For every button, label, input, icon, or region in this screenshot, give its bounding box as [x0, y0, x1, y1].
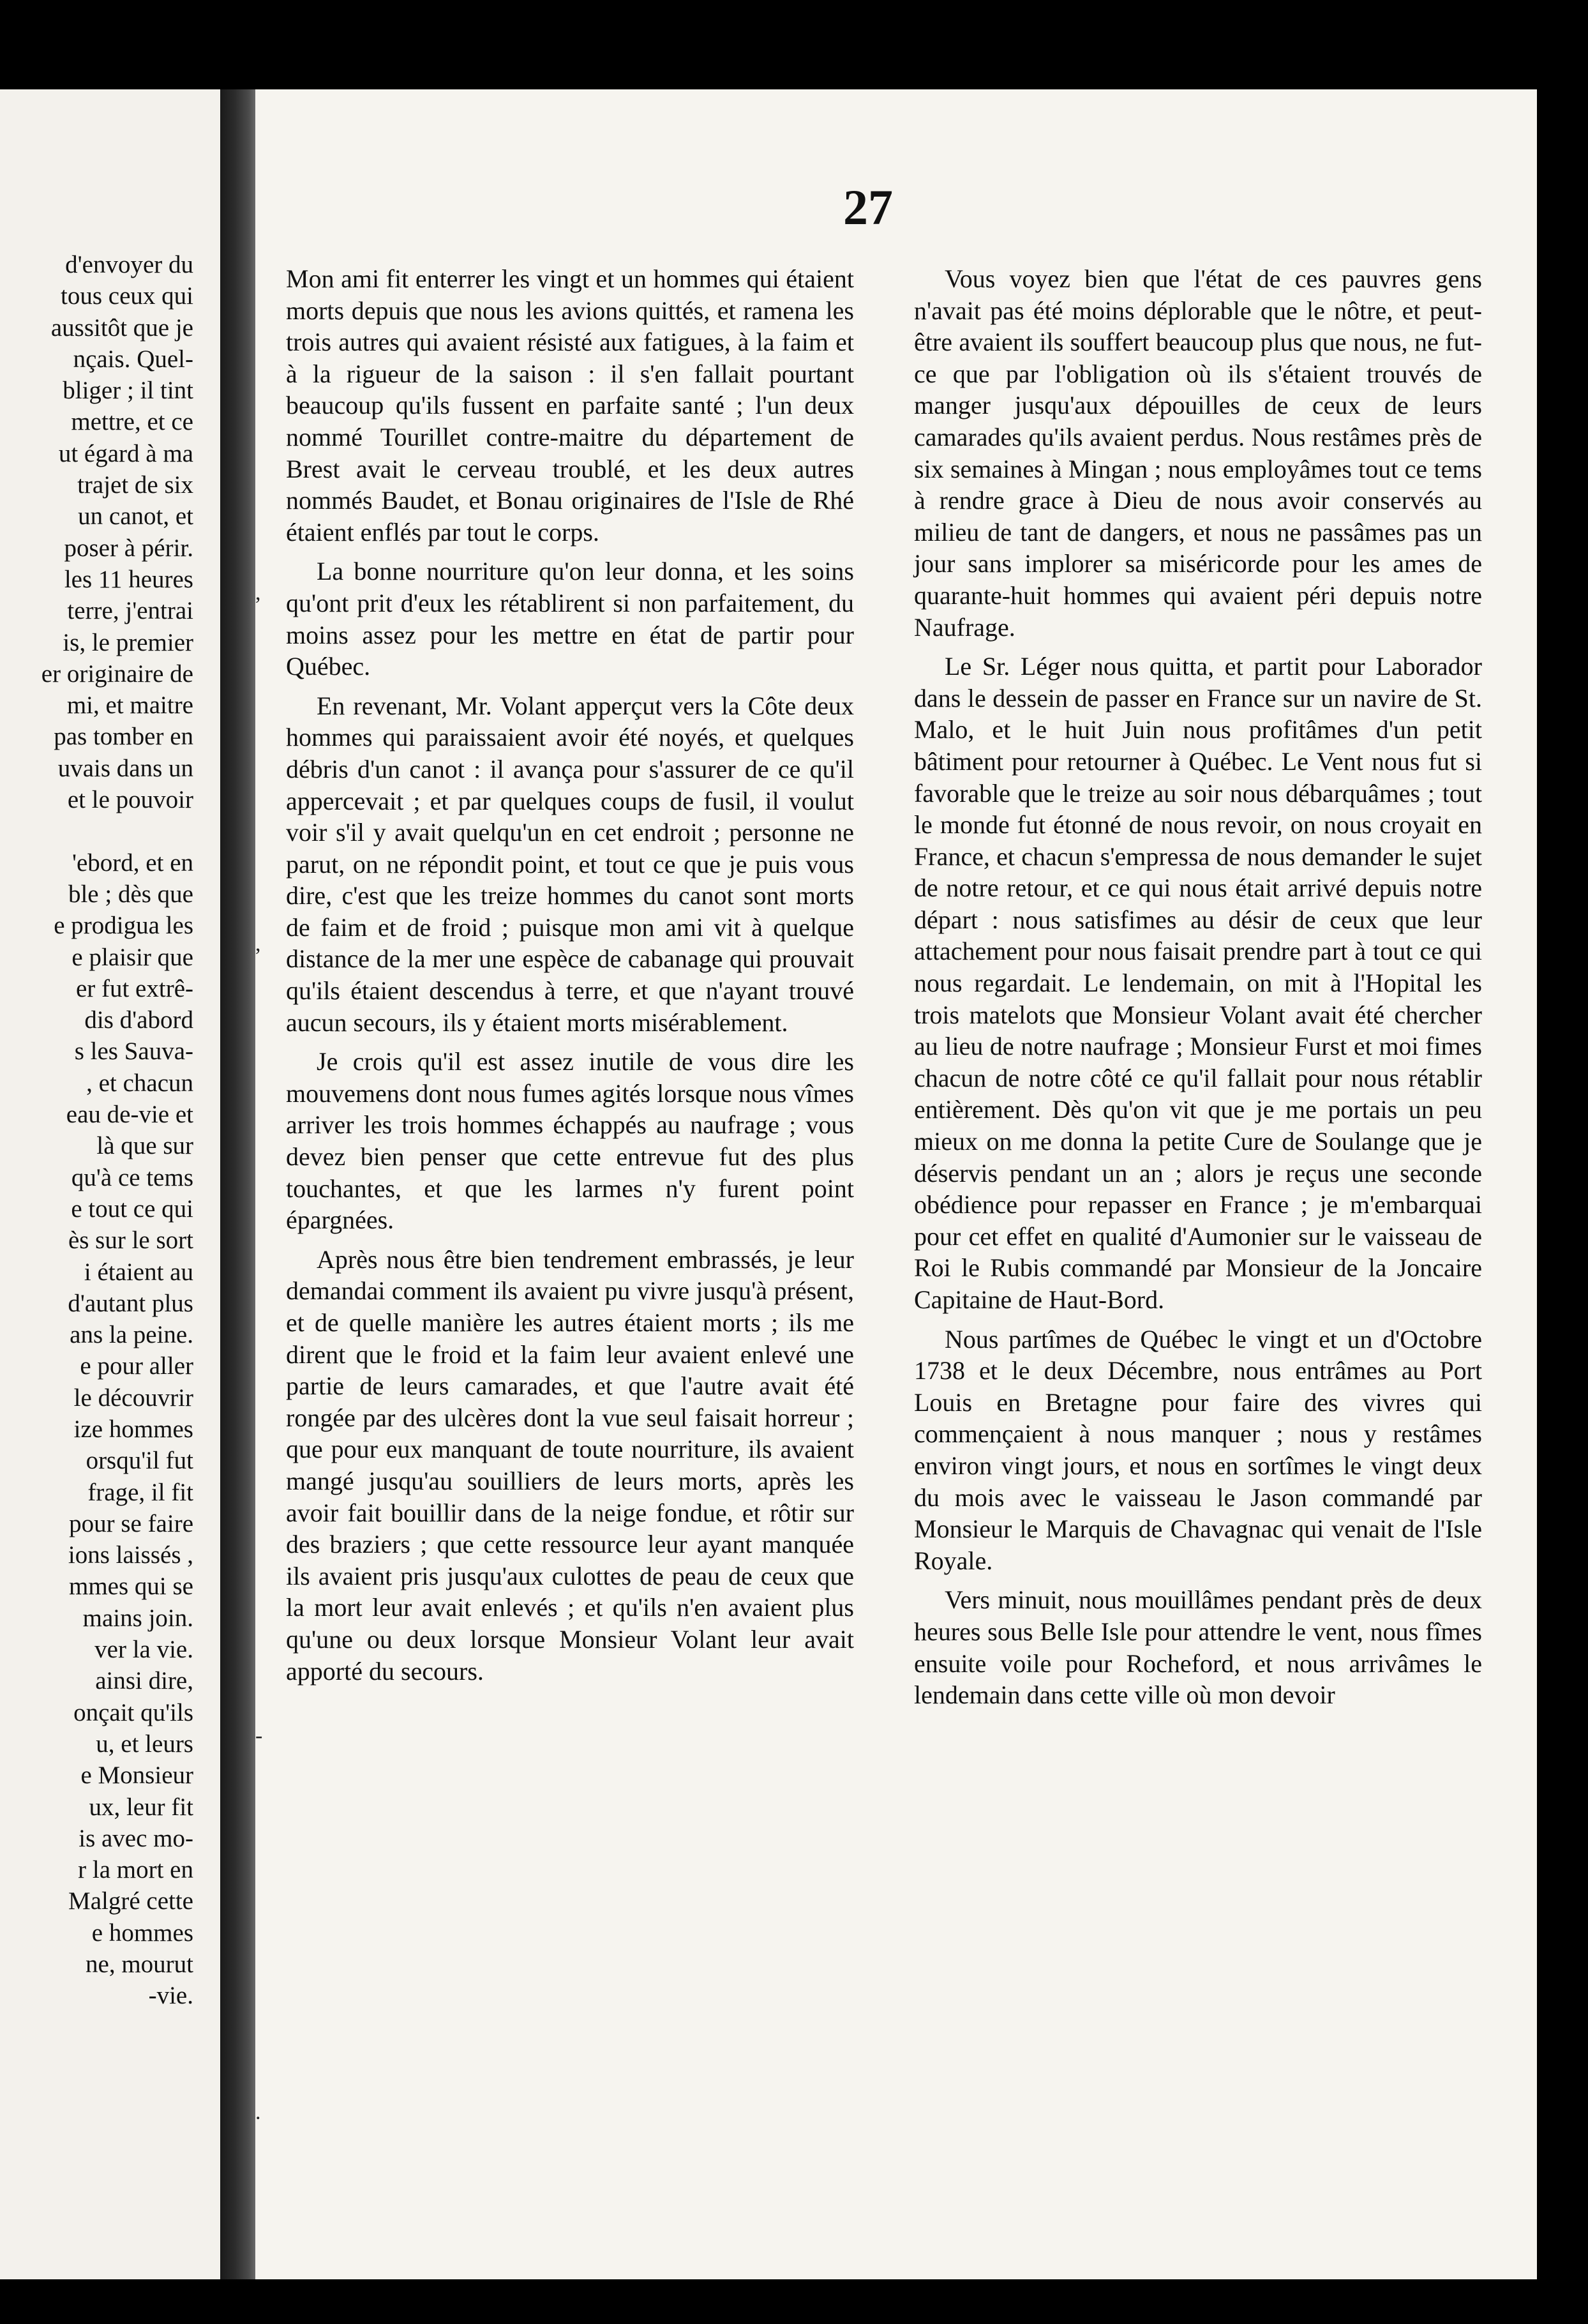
left-page-line: e plaisir que [71, 943, 193, 971]
left-page-line: tous ceux qui [61, 282, 193, 310]
page-number: 27 [843, 179, 893, 235]
left-page-line: i étaient au [84, 1258, 193, 1286]
left-page-line: bliger ; il tint [63, 377, 193, 405]
left-page-line: mettre, et ce [71, 408, 193, 436]
left-page-line: trajet de six [77, 471, 193, 499]
left-page-line: ne, mourut [86, 1950, 193, 1979]
left-page-line: onçait qu'ils [73, 1698, 193, 1726]
left-page-line: s les Sauva- [74, 1038, 193, 1066]
left-page-line: , et chacun [86, 1069, 193, 1097]
left-page-line: orsqu'il fut [86, 1447, 193, 1475]
left-page-line: 'ebord, et en [71, 849, 193, 877]
paragraph: Après nous être bien tendrement embrassés, je leur demandai comment ils avaient pu vivre jusqu'à présent, et de quelle manière les autres étaient morts ; ils me dirent que le froid et la faim leur avaient enlevé une partie de leurs camarades, et que l'autre avait été rongée par des ulcères dont la vue seul faisait horreur ; que pour eux manquant de toute nourriture, ils avaient mangé jusqu'au souilliers de leurs morts, après les avoir fait bouillir dans de la neige fondue, et rôtir sur des braziers ; que cette ressource leur ayant manquée ils avaient pris jusqu'aux culottes de peau de ceux que la mort leur avait enlevés ; et qu'ils n'en avaient plus qu'une ou deux lorsque Monsieur Volant leur avait apporté du secours. [286, 1244, 854, 1686]
margin-mark: . [255, 2101, 261, 2124]
left-page-line: ux, leur fit [89, 1793, 193, 1821]
left-page-line: nçais. Quel- [73, 345, 193, 373]
left-page-line: d'autant plus [68, 1289, 193, 1317]
left-page-line: ver la vie. [94, 1636, 193, 1664]
left-page-line: mmes qui se [69, 1573, 193, 1601]
paragraph: Je crois qu'il est assez inutile de vous dire les mouvemens dont nous fumes agités lorsque nous vîmes arriver les trois hommes échappés au naufrage ; vous devez bien penser que cette entrevue fut des plus touchantes, et que les larmes n'y furent point épargnées. [286, 1047, 854, 1235]
paragraph: En revenant, Mr. Volant apperçut vers la Côte deux hommes qui paraissaient avoir été noyés, et quelques débris d'un canot : il avança pour s'assurer de ce qu'il appercevait ; et par quelques coups de fusil, il voulut voir s'il y avait quelqu'un en cet endroit ; personne ne parut, on ne répondit point, et tout ce que je puis vous dire, c'est que les treize hommes du canot sont morts de faim et de froid ; puisque mon ami vit à quelque distance de la mer une espèce de cabanage qui prouvait qu'ils étaient descendus à terre, et que n'ayant trouvé aucun secours, ils y étaient morts misérablement. [286, 691, 854, 1037]
margin-mark: , [255, 581, 261, 605]
left-page-line: d'envoyer du [65, 251, 193, 278]
left-page-line: e pour aller [80, 1352, 193, 1380]
left-page-line: le découvrir [73, 1384, 193, 1412]
left-page-line: pour se faire [69, 1509, 193, 1537]
margin-mark: , [255, 932, 261, 956]
left-page-line: u, et leurs [96, 1730, 193, 1758]
left-page-line: poser à périr. [64, 534, 193, 562]
left-page-line: is avec mo- [79, 1824, 193, 1852]
left-page-line: r la mort en [78, 1856, 193, 1884]
left-page-line: er fut extrê- [75, 974, 193, 1002]
left-page-line: e prodigua les [54, 912, 193, 940]
left-page-line: ans la peine. [70, 1321, 193, 1349]
right-text-column [914, 263, 1482, 1719]
left-page-line: ble ; dès que [68, 880, 193, 908]
left-page-line: e Monsieur [80, 1762, 193, 1790]
left-page-line: un canot, et [78, 502, 193, 531]
paragraph: Nous partîmes de Québec le vingt et un d'Octobre 1738 et le deux Décembre, nous entrâmes au Port Louis en Bretagne pour faire des vivres qui commençaient à nous manquer ; nous y restâmes environ vingt jours, et nous en sortîmes le vingt deux du mois avec le vaisseau le Jason commandé par Monsieur le Marquis de Chavagnac qui venait de l'Isle Royale. [914, 1324, 1482, 1575]
left-page-line: ize hommes [73, 1415, 193, 1443]
left-page-fragment [0, 89, 220, 2279]
paragraph: La bonne nourriture qu'on leur donna, et les soins qu'ont prit d'eux les rétablirent si non parfaitement, du moins assez pour les mettre en état de partir pour Québec. [286, 557, 854, 681]
left-page-line: pas tomber en [54, 723, 193, 751]
left-page-line: e tout ce qui [71, 1195, 193, 1223]
left-page-line: e hommes [91, 1919, 193, 1947]
left-page-line: aussitôt que je [50, 313, 193, 342]
paragraph: Mon ami fit enterrer les vingt et un hommes qui étaient morts depuis que nous les avions quittés, et ramena les trois autres qui avaient résisté aux fatigues, à la faim et à la rigueur de la saison : il s'en fallait pourtant beaucoup qu'ils fussent en parfaite santé ; l'un deux nommé Tourillet contre-maitre du département de Brest avait le cerveau troublé, et les deux autres nommés Baudet, et Bonau originaires de l'Isle de Rhé étaient enflés par tout le corps. [286, 264, 854, 547]
left-page-line: eau de-vie et [66, 1101, 193, 1129]
left-page-line: qu'à ce tems [71, 1163, 193, 1191]
left-page-line: is, le premier [63, 628, 193, 656]
book-spine [220, 89, 255, 2279]
left-page-line: ut égard à ma [58, 439, 193, 467]
left-page-line: terre, j'entrai [67, 597, 193, 625]
left-page-line [0, 815, 220, 847]
left-page-line: et le pouvoir [67, 786, 193, 814]
left-page-line: ès sur le sort [68, 1226, 193, 1255]
paragraph: Vers minuit, nous mouillâmes pendant près de deux heures sous Belle Isle pour attendre le vent, nous fîmes ensuite voile pour Rocheford, et nous arrivâmes le lendemain dans cette ville où mon devoir [914, 1585, 1482, 1710]
left-page-line: là que sur [96, 1132, 193, 1160]
paragraph: Vous voyez bien que l'état de ces pauvres gens n'avait pas été moins déplorable que le nôtre, et peut-être avaient ils souffert beaucoup plus que nous, ne fut-ce que par l'obligation où ils s'étaient trouvés de manger jusqu'aux dépouilles de ceux de leurs camarades qu'ils avaient perdus. Nous restâmes près de six semaines à Mingan ; nous employâmes tout ce tems à rendre grace à Dieu de nous avoir conservés au milieu de tant de dangers, et nous ne passâmes pas un jour sans implorer sa miséricorde pour les ames de quarante-huit hommes qui avaient péri depuis notre Naufrage. [914, 264, 1482, 642]
left-page-line: frage, il fit [87, 1478, 193, 1506]
margin-mark: - [255, 1724, 263, 1747]
left-page-line: mi, et maitre [66, 691, 193, 720]
left-page-line: -vie. [148, 1982, 193, 2010]
left-page-line: ainsi dire, [95, 1667, 193, 1695]
left-text-column [286, 263, 854, 1694]
left-page-line: dis d'abord [84, 1006, 193, 1034]
left-page-line: mains join. [82, 1604, 193, 1632]
left-page-line: uvais dans un [57, 754, 193, 782]
right-page [255, 89, 1537, 2279]
left-page-line: Malgré cette [68, 1887, 193, 1915]
left-page-line: ions laissés , [68, 1541, 193, 1569]
paragraph: Le Sr. Léger nous quitta, et partit pour Laborador dans le dessein de passer en France sur un navire de St. Malo, et le huit Juin nous profitâmes d'un petit bâtiment pour retourner à Québec. Le Vent nous fut si favorable que le treize au soir nous débarquâmes ; tout le monde fut étonné de nous revoir, on nous croyait en France, et chacun s'empressa de nous demander le sujet de notre retour, et ce qui nous était arrivé depuis notre départ : nous satisfimes au désir de ceux que leur attachement pour nous faisait prendre part à tout ce qui nous regardait. Le lendemain, on mit à l'Hopital les trois matelots que Monsieur Volant avait été chercher au lieu de notre naufrage ; Monsieur Furst et moi fimes chacun de notre côté ce qu'il fallait pour nous rétablir entièrement. Dès qu'on vit que je me portais un peu mieux on me donna la petite Cure de Soulange que je déservis pendant un an ; alors je reçus une seconde obédience pour repasser en France ; je m'embarquai pour cet effet en qualité d'Aumonier sur le vaisseau de Roi le Rubis commandé par Monsieur de la Joncaire Capitaine de Haut-Bord. [914, 652, 1482, 1314]
left-page-line: er originaire de [41, 660, 193, 688]
left-page-text [0, 249, 220, 2012]
left-page-line: les 11 heures [64, 565, 193, 593]
